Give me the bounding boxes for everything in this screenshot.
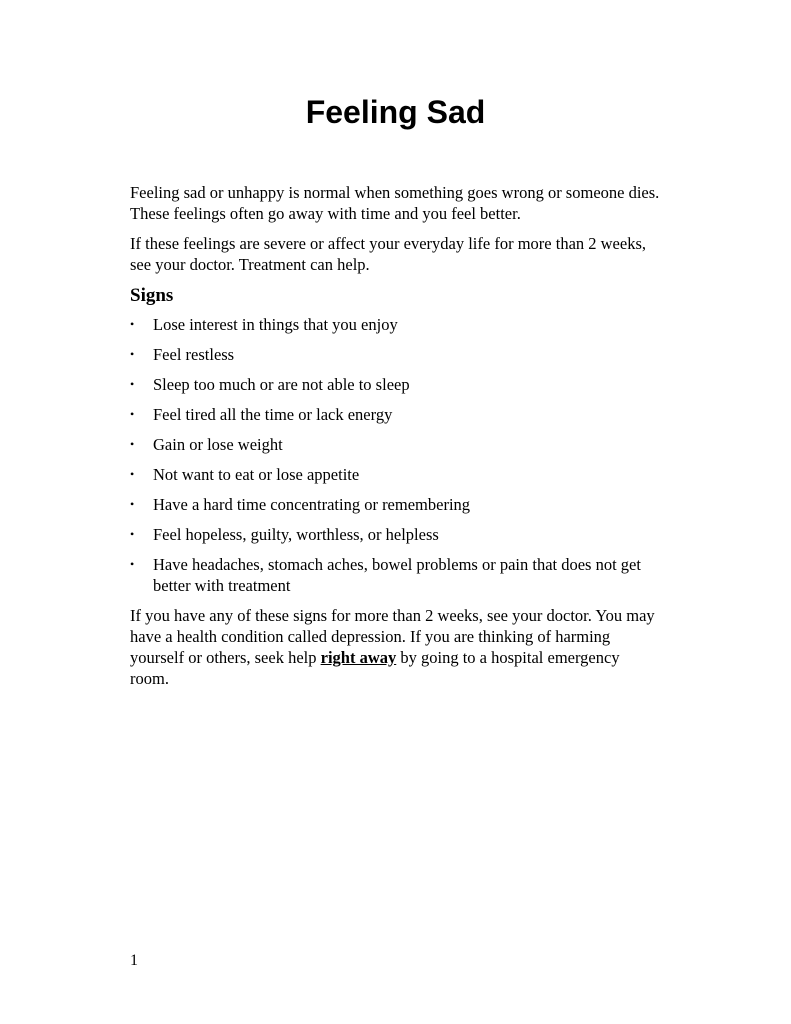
intro-paragraph: If these feelings are severe or affect your everyday life for more than 2 weeks, see your doctor. Treatment can help. <box>130 234 646 274</box>
bullet-icon: • <box>130 467 135 481</box>
document-body <box>130 182 660 698</box>
list-item-text: Have headaches, stomach aches, bowel problems or pain that does not get better with treatment <box>153 555 641 595</box>
list-item-text: Sleep too much or are not able to sleep <box>153 375 410 394</box>
bullet-icon: • <box>130 437 135 451</box>
list-item-text: Feel restless <box>153 345 235 364</box>
emphasis-right-away: right away <box>320 648 397 667</box>
list-item <box>130 524 660 545</box>
list-item <box>130 464 660 485</box>
list-item-text: Gain or lose weight <box>153 435 283 454</box>
intro-paragraph: Feeling sad or unhappy is normal when something goes wrong or someone dies. These feelings often go away with time and you feel better. <box>130 183 660 223</box>
list-item <box>130 344 660 365</box>
list-item-text: Lose interest in things that you enjoy <box>153 315 398 334</box>
closing-paragraph <box>130 605 660 689</box>
bullet-icon: • <box>130 497 135 511</box>
list-item-text: Have a hard time concentrating or remembering <box>153 495 471 514</box>
closing-text-after: by going to a hospital emergency room. <box>130 648 620 688</box>
list-item <box>130 404 660 425</box>
closing-text-before: If you have any of these signs for more than 2 weeks, see your doctor. You may have a health condition called depression. If you are thinking of harming yourself or others, seek help <box>130 606 655 667</box>
list-item <box>130 434 660 455</box>
list-item-text: Feel tired all the time or lack energy <box>153 405 393 424</box>
signs-list <box>130 314 660 596</box>
bullet-icon: • <box>130 527 135 541</box>
page-number: 1 <box>130 952 138 969</box>
list-item-text: Not want to eat or lose appetite <box>153 465 360 484</box>
bullet-icon: • <box>130 317 135 331</box>
bullet-icon: • <box>130 347 135 361</box>
list-item <box>130 314 660 335</box>
list-item <box>130 374 660 395</box>
list-item-text: Feel hopeless, guilty, worthless, or helpless <box>153 525 439 544</box>
bullet-icon: • <box>130 557 135 571</box>
page-title: Feeling Sad <box>305 94 486 130</box>
bullet-icon: • <box>130 407 135 421</box>
bullet-icon: • <box>130 377 135 391</box>
list-item <box>130 494 660 515</box>
list-item <box>130 554 660 596</box>
section-heading-signs: Signs <box>130 285 174 306</box>
